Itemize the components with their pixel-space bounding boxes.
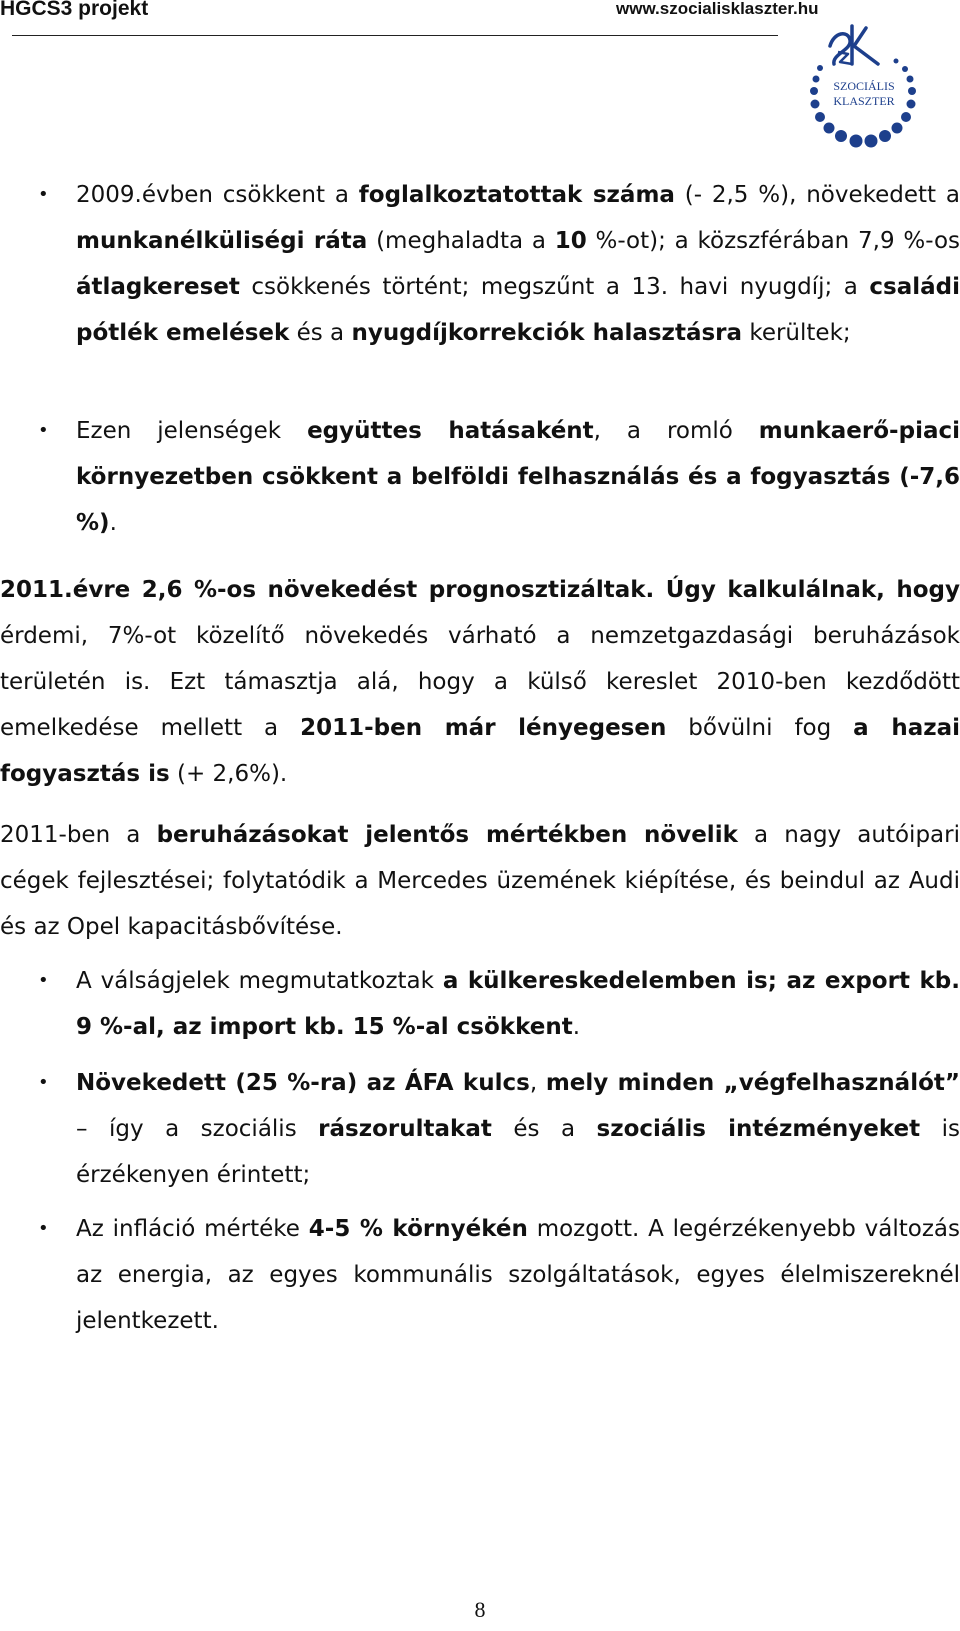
text-segment: 2009.évben csökkent a [76,182,359,208]
text-segment: Ezen jelenségek [76,418,308,444]
text-segment: (+ 2,6%). [169,761,288,787]
bold-text-segment: 4-5 % környékén [308,1216,528,1242]
bullet-marker: • [38,420,49,441]
text-segment: kerültek; [742,320,851,346]
text-segment: mozgott. A legérzékenyebb változás az energia, az egyes kommunális szolgáltatások, egyes élelmiszereknél jelentkezett. [76,1216,960,1334]
text-segment: Az infláció mértéke [76,1216,309,1242]
bold-text-segment: munkanélküliségi ráta [76,228,368,254]
bold-text-segment: beruházásokat jelentős mértékben növelik [156,822,738,848]
text-segment: 2011-ben a [0,822,157,848]
page-number: 8 [474,1597,486,1622]
bullet-marker: • [38,970,49,991]
logo-text-line1: SZOCIÁLIS [833,79,895,93]
bullet-marker: • [38,184,49,205]
text-segment: (- 2,5 %), növekedett a [674,182,960,208]
paragraph-2011-forecast [0,567,960,797]
bold-text-segment: 2011-ben már lényegesen [300,715,667,741]
bold-text-segment: nyugdíjkorrekciók halasztásra [351,320,743,346]
bold-text-segment: a külkereskedelemben is; az export kb. 9 %-al, az import kb. 15 %-al csökkent [76,968,960,1040]
bullet-text-foreign-trade [76,958,960,1050]
bold-text-segment: a hazai fogyasztás is [0,715,960,787]
bullet-marker: • [38,1218,49,1239]
bold-text-segment: mely minden „végfelhasználót” [545,1070,960,1096]
text-segment: csökkenés történt; megszűnt a 13. havi nyugdíj; a [239,274,870,300]
bold-text-segment: 10 [554,228,587,254]
szocialis-klaszter-logo [808,24,918,154]
header-rule [12,35,778,36]
bold-text-segment: családi pótlék emelések [76,274,960,346]
text-segment: bővülni fog [666,715,854,741]
bullet-text-employment [76,172,960,356]
text-segment: . [109,510,117,536]
bullet-text-vat [76,1060,960,1198]
bullet-text-inflation [76,1206,960,1344]
bold-text-segment: rászorultakat [318,1116,492,1142]
text-segment: (meghaladta a [367,228,555,254]
text-segment: , a romló [593,418,759,444]
bold-text-segment: együttes hatásaként [307,418,594,444]
logo-graphic [808,24,918,154]
paragraph-investments [0,812,960,950]
bold-text-segment: foglalkoztatottak száma [358,182,675,208]
text-segment: érdemi, 7%-ot közelítő növekedés várható a nemzetgazdasági beruházások területén is. Ezt támasztja alá, hogy a külső kereslet 2010-ben kezdődött emelkedése mellett a [0,623,960,741]
bullet-text-consumption [76,408,960,546]
text-segment: és a [289,320,352,346]
text-segment: %-ot); a közszférában 7,9 %-os [586,228,960,254]
text-segment: és a [491,1116,597,1142]
bold-text-segment: átlagkereset [76,274,240,300]
bold-text-segment: munkaerő-piaci környezetben csökkent a belföldi felhasználás és a fogyasztás (-7,6 %) [76,418,960,536]
logo-text-line2: KLASZTER [833,94,895,108]
bullet-marker: • [38,1072,49,1093]
text-segment: – így a szociális [76,1116,319,1142]
bold-text-segment: szociális intézményeket [596,1116,921,1142]
bold-text-segment: 2011.évre 2,6 %-os növekedést prognosztizáltak. Úgy kalkulálnak, hogy [0,577,960,603]
header-website: www.szocialisklaszter.hu [616,0,819,18]
text-segment: A válságjelek megmutatkoztak [76,968,443,994]
bold-text-segment: Növekedett (25 %-ra) az ÁFA kulcs [76,1070,530,1096]
text-segment: a nagy autóipari cégek fejlesztései; folytatódik a Mercedes üzemének kiépítése, és beindul az Audi és az Opel kapacitásbővítése. [0,822,960,940]
header-project-name: HGCS3 projekt [0,0,149,20]
text-segment: is érzékenyen érintett; [76,1116,960,1188]
text-segment: . [572,1014,581,1040]
text-segment: , [529,1070,546,1096]
